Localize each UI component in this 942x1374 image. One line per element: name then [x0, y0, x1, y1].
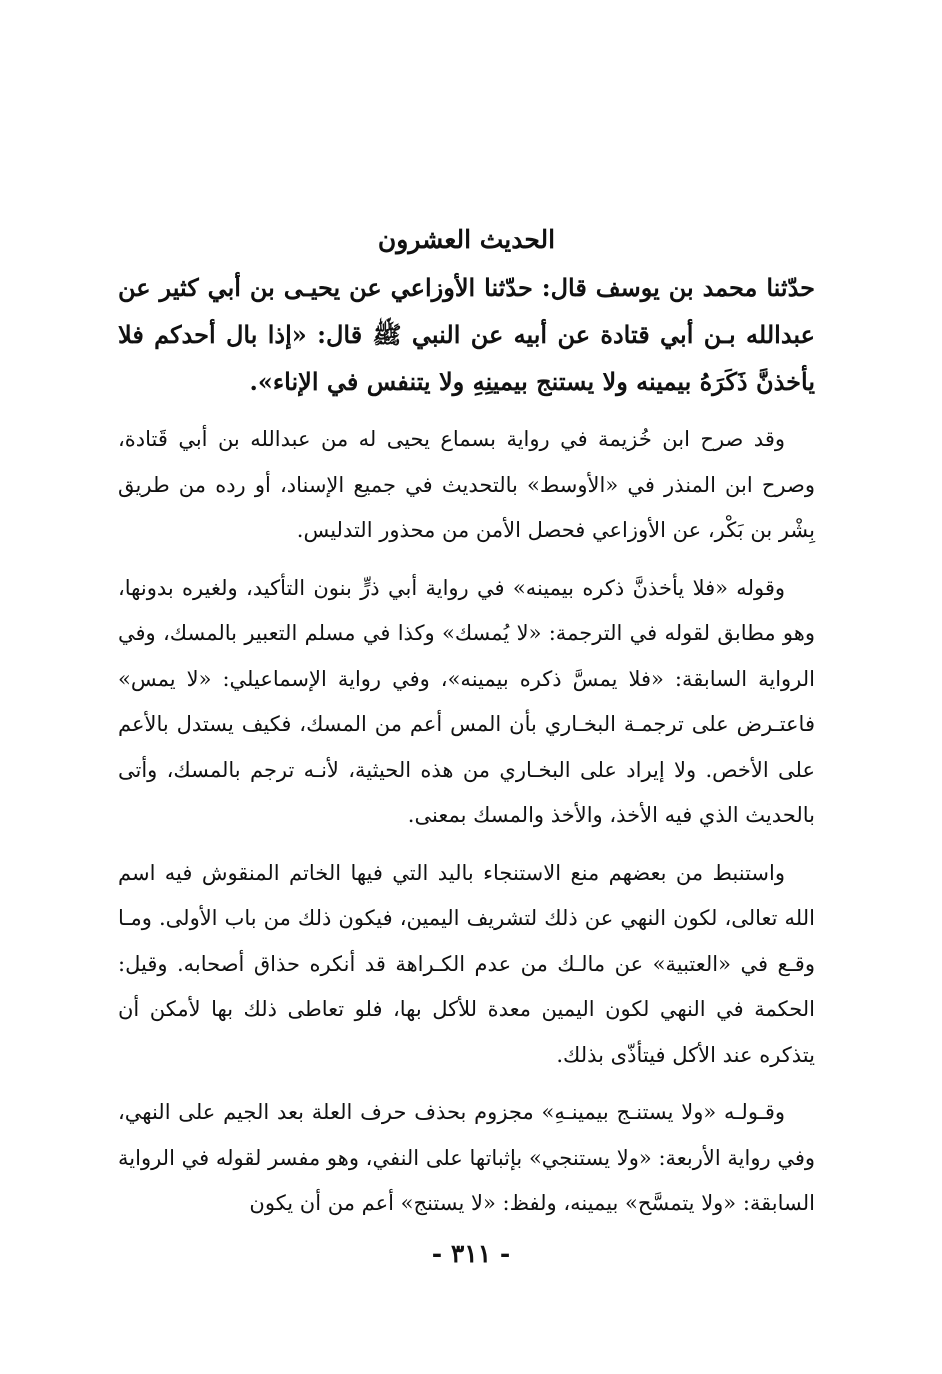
page-title: الحديث العشرون	[377, 225, 556, 254]
page-body	[118, 222, 815, 1239]
paragraph-3: واستنبط من بعضهم منع الاستنجاء باليد التي فيها الخاتم المنقوش فيه اسم الله تعالى، لكون النهي عن ذلك لتشريف اليمين، فيكون ذلك من باب الأولى. ومـا وقـع في «العتبية» عن مالـك من عدم الكـراهة قد أنكره حذاق أصحابه. وقيل: الحكمة في النهي لكون اليمين معدة للأكل بها، فلو تعاطى ذلك بها لأمكن أن يتذكره عند الأكل فيتأذّى بذلك.	[118, 860, 815, 1067]
page-number: - ٣١١ -	[431, 1239, 511, 1268]
hadith-text: حدّثنا محمد بن يوسف قال: حدّثنا الأوزاعي عن يحيـى بن أبي كثير عن عبدالله بـن أبي قتادة عن أبيه عن النبي ﷺ قال: «إذا بال أحدكم فلا يأخذنَّ ذَكَرَهُ بيمينه ولا يستنج بيمينِهِ ولا يتنفس في الإناء».	[118, 273, 815, 396]
paragraph-1: وقد صرح ابن خُزيمة في رواية بسماع يحيى له من عبدالله بن أبي قَتادة، وصرح ابن المنذر في «الأوسط» بالتحديث في جميع الإسناد، أو رده من طريق بِشْر بن بَكْر، عن الأوزاعي فحصل الأمن من محذور التدليس.	[118, 427, 815, 542]
paragraph-4: وقـولـه «ولا يستنـج بيمينـهِ» مجزوم بحذف حرف العلة بعد الجيم على النهي، وفي رواية الأربعة: «ولا يستنجي» بإثباتها على النفي، وهو مفسر لقوله في الرواية السابقة: «ولا يتمسَّح» بيمينه، ولفظ: «لا يستنج» أعم من أن يكون	[118, 1100, 815, 1215]
paragraph-2: وقوله «فلا يأخذنَّ ذكره بيمينه» في رواية أبي ذرٍّ بنون التأكيد، ولغيره بدونها، وهو مطابق لقوله في الترجمة: «لا يُمسك» وكذا في مسلم التعبير بالمسك، وفي الرواية السابقة: «فلا يمسَّ ذكره بيمينه»، وفي رواية الإسماعيلي: «لا يمس» فاعتـرض على ترجمـة البخـاري بأن المس أعم من المسك، فكيف يستدل بالأعم على الأخص. ولا إيراد على البخـاري من هذه الحيثية، لأنـه ترجم بالمسك، وأتى بالحديث الذي فيه الأخذ، والأخذ والمسك بمعنى.	[118, 575, 815, 827]
